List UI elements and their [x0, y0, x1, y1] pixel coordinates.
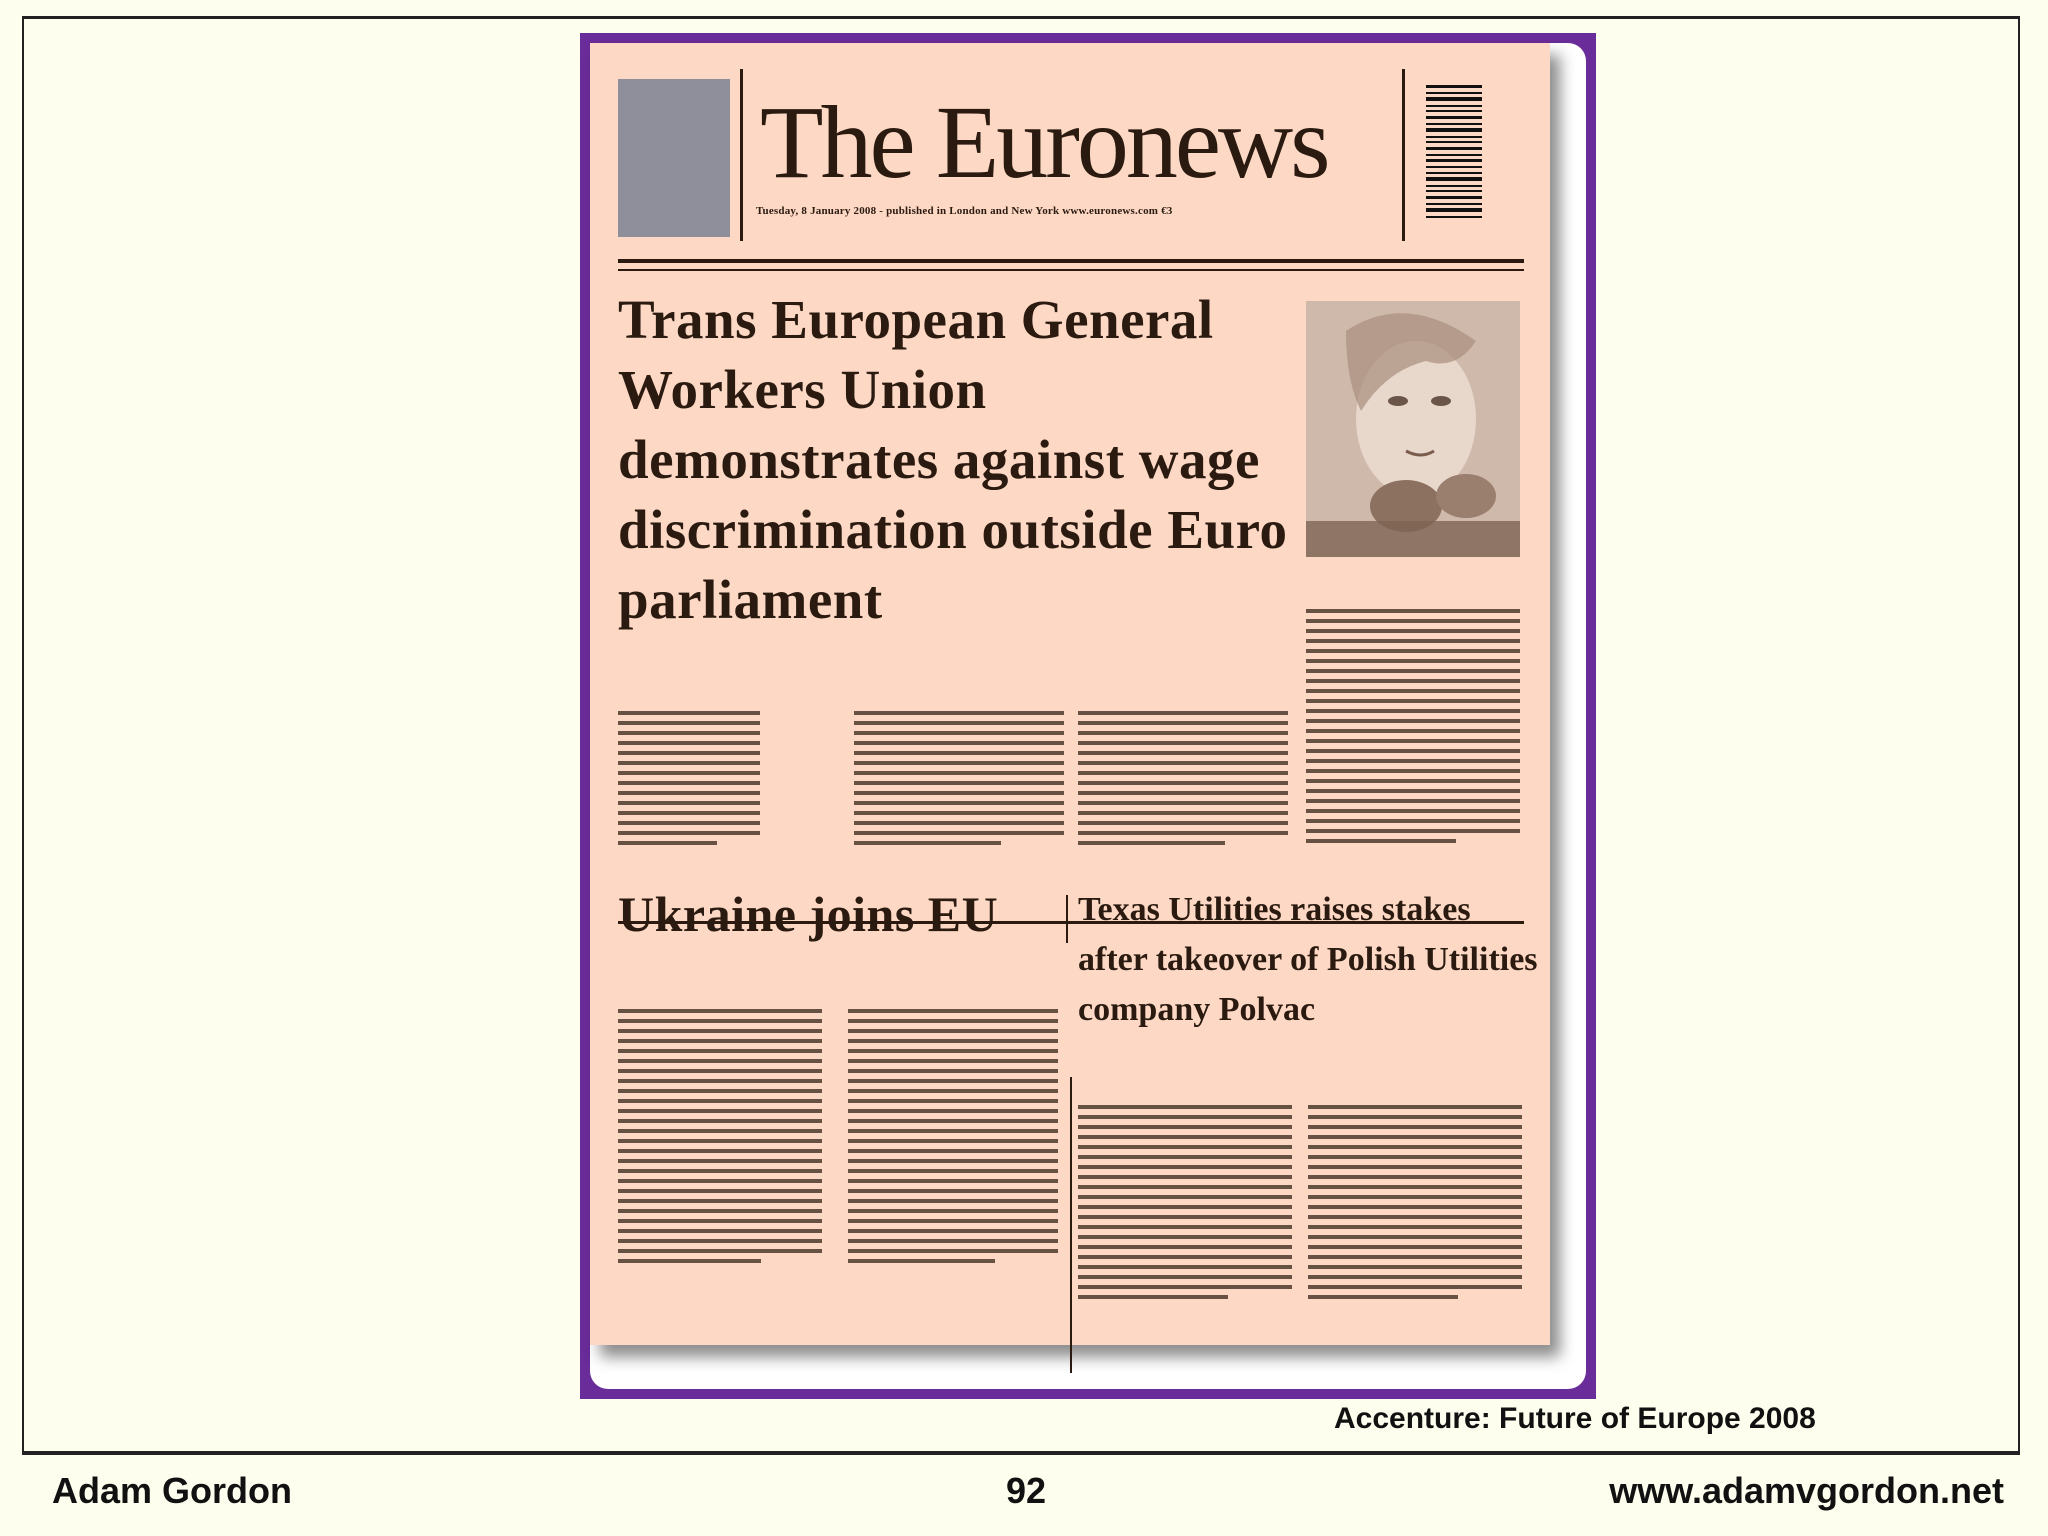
- body-text-line: [854, 741, 1064, 745]
- body-text-line: [848, 1029, 1058, 1033]
- body-text-line: [618, 1219, 822, 1223]
- newspaper-dateline: Tuesday, 8 January 2008 - published in London and New York www.euronews.com €3: [756, 205, 1173, 217]
- body-text-line: [1078, 1235, 1292, 1239]
- barcode-icon: [1426, 85, 1486, 221]
- body-text-line: [1308, 1275, 1522, 1279]
- barcode-bar: [1426, 147, 1482, 150]
- body-text-line: [1306, 709, 1520, 713]
- body-text-line: [618, 1029, 822, 1033]
- lead-article-column-4: [1306, 609, 1520, 849]
- barcode-bar: [1426, 185, 1482, 187]
- body-text-line: [1078, 1105, 1292, 1109]
- body-text-line: [848, 1099, 1058, 1103]
- body-text-line: [1308, 1225, 1522, 1229]
- barcode-bar: [1426, 110, 1482, 112]
- body-text-line: [1078, 731, 1288, 735]
- body-text-line: [848, 1089, 1058, 1093]
- body-text-line: [618, 1259, 761, 1263]
- body-text-line: [1308, 1245, 1522, 1249]
- body-text-line: [1078, 831, 1288, 835]
- body-text-line: [1308, 1285, 1522, 1289]
- body-text-line: [1306, 799, 1520, 803]
- texas-headline: Texas Utilities raises stakes after takeover of Polish Utilities company Polvac: [1078, 891, 1538, 1028]
- body-text-line: [854, 771, 1064, 775]
- body-text-line: [618, 731, 760, 735]
- body-text-line: [848, 1159, 1058, 1163]
- body-text-line: [848, 1169, 1058, 1173]
- masthead-divider-right: [1402, 69, 1405, 241]
- body-text-line: [618, 841, 717, 845]
- body-text-line: [618, 1249, 822, 1253]
- footer-rule: [22, 1452, 2020, 1455]
- body-text-line: [618, 801, 760, 805]
- barcode-bar: [1426, 190, 1482, 192]
- body-text-line: [618, 1049, 822, 1053]
- body-text-line: [1308, 1125, 1522, 1129]
- body-text-line: [848, 1219, 1058, 1223]
- body-text-line: [1308, 1205, 1522, 1209]
- body-text-line: [618, 1229, 822, 1233]
- body-text-line: [1308, 1105, 1522, 1109]
- body-text-line: [1078, 801, 1288, 805]
- body-text-line: [1306, 759, 1520, 763]
- body-text-line: [1078, 1195, 1292, 1199]
- body-text-line: [854, 711, 1064, 715]
- body-text-line: [1308, 1215, 1522, 1219]
- body-text-line: [618, 1209, 822, 1213]
- body-text-line: [848, 1199, 1058, 1203]
- body-text-line: [1308, 1145, 1522, 1149]
- body-text-line: [1308, 1265, 1522, 1269]
- barcode-bar: [1426, 123, 1482, 125]
- barcode-bar: [1426, 85, 1482, 88]
- body-text-line: [848, 1259, 995, 1263]
- body-text-line: [618, 1009, 822, 1013]
- ukraine-article-column-1: [618, 1009, 822, 1269]
- body-text-line: [618, 791, 760, 795]
- barcode-bar: [1426, 203, 1482, 205]
- body-text-line: [1306, 809, 1520, 813]
- newspaper-logo-placeholder: [618, 79, 730, 237]
- barcode-bar: [1426, 208, 1482, 212]
- body-text-line: [1078, 1245, 1292, 1249]
- body-text-line: [1078, 791, 1288, 795]
- footer-author: Adam Gordon: [52, 1470, 292, 1511]
- body-text-line: [618, 771, 760, 775]
- body-text-line: [1308, 1185, 1522, 1189]
- body-text-line: [1306, 609, 1520, 613]
- texas-divider-top: [1066, 895, 1068, 943]
- body-text-line: [618, 1129, 822, 1133]
- body-text-line: [1078, 1125, 1292, 1129]
- body-text-line: [1078, 751, 1288, 755]
- barcode-bar: [1426, 97, 1482, 101]
- barcode-bar: [1426, 128, 1482, 132]
- body-text-line: [1306, 639, 1520, 643]
- body-text-line: [618, 1089, 822, 1093]
- barcode-bar: [1426, 196, 1482, 199]
- body-text-line: [1078, 1205, 1292, 1209]
- body-text-line: [848, 1239, 1058, 1243]
- body-text-line: [1078, 1285, 1292, 1289]
- footer-website: www.adamvgordon.net: [1609, 1470, 2004, 1511]
- body-text-line: [848, 1049, 1058, 1053]
- body-text-line: [618, 1069, 822, 1073]
- body-text-line: [1306, 629, 1520, 633]
- body-text-line: [848, 1229, 1058, 1233]
- body-text-line: [854, 831, 1064, 835]
- body-text-line: [848, 1039, 1058, 1043]
- body-text-line: [618, 711, 760, 715]
- body-text-line: [848, 1119, 1058, 1123]
- lead-article-column-2: [854, 711, 1064, 851]
- body-text-line: [1306, 719, 1520, 723]
- body-text-line: [848, 1059, 1058, 1063]
- barcode-bar: [1426, 136, 1482, 138]
- body-text-line: [1306, 769, 1520, 773]
- body-text-line: [1306, 659, 1520, 663]
- body-text-line: [618, 721, 760, 725]
- body-text-line: [618, 781, 760, 785]
- ukraine-headline: Ukraine joins EU: [618, 886, 999, 942]
- body-text-line: [848, 1109, 1058, 1113]
- barcode-bar: [1426, 172, 1482, 174]
- newspaper-page: [590, 43, 1550, 1345]
- body-text-line: [1306, 669, 1520, 673]
- body-text-line: [848, 1139, 1058, 1143]
- body-text-line: [1308, 1115, 1522, 1119]
- body-text-line: [1306, 789, 1520, 793]
- body-text-line: [618, 1039, 822, 1043]
- body-text-line: [1078, 771, 1288, 775]
- body-text-line: [1308, 1195, 1522, 1199]
- body-text-line: [1078, 1225, 1292, 1229]
- body-text-line: [854, 781, 1064, 785]
- body-text-line: [618, 1119, 822, 1123]
- body-text-line: [1308, 1155, 1522, 1159]
- body-text-line: [1306, 749, 1520, 753]
- body-text-line: [1078, 841, 1225, 845]
- barcode-bar: [1426, 92, 1482, 94]
- body-text-line: [618, 1079, 822, 1083]
- texas-divider-bottom: [1070, 1077, 1072, 1373]
- lead-article-column-1: [618, 711, 760, 851]
- body-text-line: [1078, 821, 1288, 825]
- body-text-line: [848, 1079, 1058, 1083]
- body-text-line: [1078, 1175, 1292, 1179]
- body-text-line: [1078, 711, 1288, 715]
- body-text-line: [618, 821, 760, 825]
- body-text-line: [618, 1139, 822, 1143]
- body-text-line: [854, 801, 1064, 805]
- body-text-line: [848, 1189, 1058, 1193]
- body-text-line: [1078, 721, 1288, 725]
- body-text-line: [1306, 619, 1520, 623]
- body-text-line: [848, 1179, 1058, 1183]
- body-text-line: [618, 831, 760, 835]
- body-text-line: [1078, 1165, 1292, 1169]
- body-text-line: [854, 811, 1064, 815]
- body-text-line: [618, 1109, 822, 1113]
- body-text-line: [854, 721, 1064, 725]
- body-text-line: [1308, 1175, 1522, 1179]
- body-text-line: [1078, 741, 1288, 745]
- body-text-line: [1306, 699, 1520, 703]
- footer-page-number: 92: [1006, 1470, 1047, 1511]
- barcode-bar: [1426, 177, 1482, 181]
- newspaper-masthead: The Euronews: [760, 85, 1328, 200]
- body-text-line: [854, 731, 1064, 735]
- body-text-line: [1308, 1235, 1522, 1239]
- body-text-line: [1078, 1145, 1292, 1149]
- image-caption: Accenture: Future of Europe 2008: [1334, 1402, 1816, 1435]
- lead-article-column-3: [1078, 711, 1288, 851]
- body-text-line: [1078, 781, 1288, 785]
- body-text-line: [618, 741, 760, 745]
- body-text-line: [618, 1019, 822, 1023]
- body-text-line: [1078, 811, 1288, 815]
- body-text-line: [1078, 1295, 1228, 1299]
- texas-article-column-2: [1308, 1105, 1522, 1305]
- body-text-line: [848, 1009, 1058, 1013]
- body-text-line: [1078, 1275, 1292, 1279]
- body-text-line: [618, 1169, 822, 1173]
- body-text-line: [848, 1149, 1058, 1153]
- body-text-line: [1306, 649, 1520, 653]
- body-text-line: [1306, 839, 1456, 843]
- body-text-line: [1306, 779, 1520, 783]
- body-text-line: [1306, 829, 1520, 833]
- body-text-line: [1306, 739, 1520, 743]
- body-text-line: [848, 1129, 1058, 1133]
- body-text-line: [1078, 1115, 1292, 1119]
- body-text-line: [1078, 1255, 1292, 1259]
- masthead-divider-left: [740, 69, 743, 241]
- body-text-line: [618, 1189, 822, 1193]
- body-text-line: [618, 1099, 822, 1103]
- body-text-line: [854, 821, 1064, 825]
- barcode-bar: [1426, 216, 1482, 218]
- body-text-line: [618, 761, 760, 765]
- body-text-line: [848, 1069, 1058, 1073]
- body-text-line: [1308, 1255, 1522, 1259]
- body-text-line: [618, 1159, 822, 1163]
- body-text-line: [854, 791, 1064, 795]
- ukraine-article-column-2: [848, 1009, 1058, 1269]
- body-text-line: [1078, 1155, 1292, 1159]
- barcode-bar: [1426, 141, 1482, 143]
- barcode-bar: [1426, 105, 1482, 107]
- barcode-bar: [1426, 159, 1482, 162]
- barcode-bar: [1426, 154, 1482, 156]
- body-text-line: [854, 751, 1064, 755]
- body-text-line: [1306, 819, 1520, 823]
- body-text-line: [1306, 689, 1520, 693]
- body-text-line: [618, 1059, 822, 1063]
- body-text-line: [1078, 1215, 1292, 1219]
- barcode-bar: [1426, 116, 1482, 119]
- body-text-line: [1308, 1295, 1458, 1299]
- woman-portrait-photo: [1306, 301, 1520, 557]
- body-text-line: [618, 1239, 822, 1243]
- body-text-line: [1308, 1165, 1522, 1169]
- body-text-line: [1078, 1185, 1292, 1189]
- body-text-line: [854, 841, 1001, 845]
- body-text-line: [1078, 1265, 1292, 1269]
- body-text-line: [618, 811, 760, 815]
- body-text-line: [618, 1149, 822, 1153]
- body-text-line: [618, 1199, 822, 1203]
- masthead-rule-thick: [618, 259, 1524, 263]
- body-text-line: [854, 761, 1064, 765]
- body-text-line: [1308, 1135, 1522, 1139]
- body-text-line: [1306, 729, 1520, 733]
- texas-article-column-1: [1078, 1105, 1292, 1305]
- body-text-line: [1306, 679, 1520, 683]
- body-text-line: [1078, 761, 1288, 765]
- lead-headline: Trans European General Workers Union demonstrates against wage discrimination outside Euro parliament: [618, 289, 1288, 630]
- body-text-line: [848, 1249, 1058, 1253]
- barcode-bar: [1426, 166, 1482, 168]
- masthead-rule-thin: [618, 269, 1524, 271]
- body-text-line: [848, 1019, 1058, 1023]
- body-text-line: [1078, 1135, 1292, 1139]
- body-text-line: [618, 1179, 822, 1183]
- body-text-line: [618, 751, 760, 755]
- body-text-line: [848, 1209, 1058, 1213]
